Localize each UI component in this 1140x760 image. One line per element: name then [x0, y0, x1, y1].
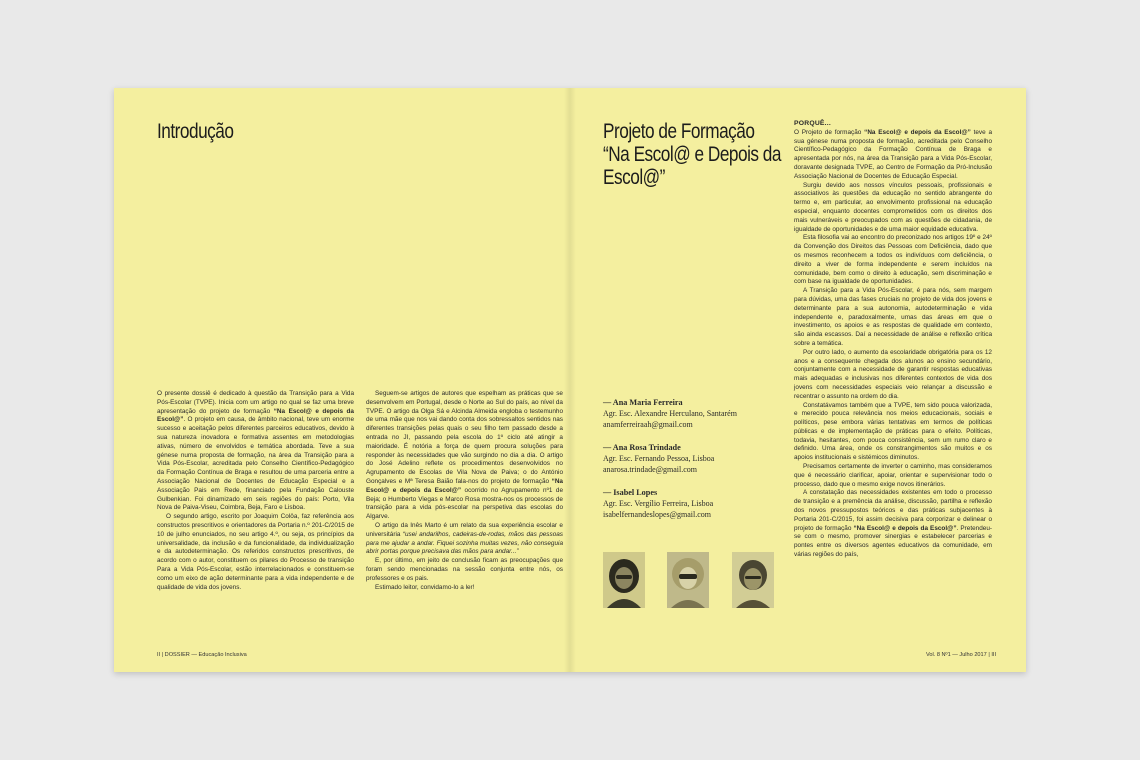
left-column-2 [366, 390, 563, 592]
paragraph: O Projeto de formação “Na Escol@ e depois da Escol@” teve a sua génese numa proposta de formação, acreditada pelo Conselho Científico-Pedagógico da Formação Contínua de Braga e apresentada por nós, na área da Transição para a Vida Pós-Escolar, doravante designada TVPE, ao Centro de Formação da Pró-Inclusão Associação Nacional de Docentes de Educação Especial. [794, 128, 993, 180]
left-page [114, 88, 570, 672]
author-name: — Isabel Lopes [603, 488, 658, 497]
right-column-body [794, 129, 992, 560]
author-school: Agr. Esc. Alexandre Herculano, Santarém [603, 409, 737, 418]
left-column-1 [157, 390, 354, 592]
paragraph: Constatávamos também que a TVPE, tem sido pouca valorizada, e merecido pouca relevância nos meios educacionais, sociais e políticos, pese embora várias tentativas em termos de políticas públicas e de implementação de práticas para o efeito. Políticas, todavia, hesitantes, com pouca consistência, sem um rumo claro e definido. Uma área, onde os constrangimentos são muitos e os apoios institucionais e sistémicos diminutos. [794, 401, 992, 462]
page-title-projeto: Projeto de Formação “Na Escol@ e Depois da Escol@” [603, 120, 781, 189]
author-2 [603, 442, 783, 475]
author-school: Agr. Esc. Fernando Pessoa, Lisboa [603, 454, 715, 463]
right-page [570, 88, 1026, 672]
paragraph: Estimado leitor, convidamo-lo a ler! [375, 583, 475, 591]
author-name: — Ana Maria Ferreira [603, 398, 683, 407]
author-photo-2 [667, 552, 709, 608]
author-email: anarosa.trindade@gmail.com [603, 465, 697, 474]
author-photo-1 [603, 552, 645, 608]
author-3 [603, 487, 783, 520]
paragraph: Por outro lado, o aumento da escolaridade obrigatória para os 12 anos e a consequente chegada dos alunos ao ensino secundário, conjuntamente com a necessidade de garantir respostas educativas mais adequadas e inclusivas nos diferentes contextos de vida dos jovens com necessidades especiais veio relançar a discussão e recentrar o assunto na ordem do dia. [794, 348, 992, 400]
paragraph: Precisamos certamente de inverter o caminho, mas consideramos que é necessário clarificar, apoiar, orientar e supervisionar todo o processo, dado que o mesmo exige novos itinerários. [794, 463, 992, 488]
section-heading: PORQUÊ... [794, 120, 831, 127]
author-email: isabelfernandeslopes@gmail.com [603, 510, 711, 519]
paragraph: O artigo da Inês Marto é um relato da sua experiência escolar e universitária “usei andarilhos, cadeiras-de-rodas, mãos das pessoas para me ajudar a andar. Fiquei sozinha muitas vezes, não conseguia abrir portas porque precisava das mãos para andar...” [366, 521, 563, 556]
paragraph: O presente dossiê é dedicado à questão da Transição para a Vida Pós-Escolar (TVPE). Inicia com um artigo no qual se faz uma breve apresentação do projeto de formação “Na Escol@ e depois da Escol@”. O projeto em causa, de âmbito nacional, teve um enorme sucesso e aceitação pelos diferentes parceiros educativos, devido à sua natureza inovadora e formativa assentes em metodologias ativas, número de envolvidos e temática abordada. Teve a sua génese numa proposta de formação, na área da Transição para a Vida Pós-Escolar, acreditada pelo Conselho Científico-Pedagógico da Formação Contínua de Braga e resultou de uma parceria entre a Associação Nacional de Docentes de Educação Especial e a Associação Pais em Rede, financiado pela Fundação Calouste Gulbenkian. Foi dinamizado em seis regiões do país: Porto, Vila Nova de Paiva-Viseu, Coimbra, Beja, Faro e Lisboa. [157, 390, 354, 512]
author-photos [603, 552, 788, 608]
paragraph: O segundo artigo, escrito por Joaquim Colôa, faz referência aos constructos prescritivos e orientadores da Portaria n.º 201-C/2015 de 10 de julho enunciados, no seu artigo 4.º, ou seja, os princípios da universalidade, da inclusão e da funcionalidade, da individualização e da autodeterminação. Os referidos constructos prescritivos, de acordo com o autor, constituem os pilares do Processo de transição Para a Vida Pós-Escolar, estão interrelacionados e constituem-se como um eixo de ação determinante para a vida independente e de qualidade de vida dos jovens. [157, 513, 354, 591]
author-photo-3 [732, 552, 774, 608]
paragraph: A constatação das necessidades existentes em todo o processo de transição e a premência da análise, discussão, partilha e reflexão dos novos pressupostos teóricos e das práticas subjacentes à Portaria 201-C/2015, foi assim decisiva para corporizar e delinear o projeto de formação “Na Escol@ e depois da Escol@”. Pretendeu-se com o mesmo, promover sinergias e estabelecer parcerias e pontes entre os diversos agentes educativos da comunidade, em várias regiões do país, [794, 489, 993, 559]
author-list [603, 397, 783, 532]
left-footer: II | DOSSIER — Educação Inclusiva [157, 652, 247, 658]
page-title-introducao: Introdução [157, 120, 234, 143]
author-name: — Ana Rosa Trindade [603, 443, 681, 452]
paragraph: Esta filosofia vai ao encontro do preconizado nos artigos 19º e 24º da Convenção dos Direitos das Pessoas com Deficiência, dado que os mesmos reconhecem a todos os indivíduos com deficiência, o direito a viver de forma independente e serem incluídos na comunidade, bem como o direito à educação, sem discriminação e com base na igualdade de oportunidades. [794, 234, 992, 286]
paragraph: Seguem-se artigos de autores que espelham as práticas que se desenvolvem em Portugal, desde o Norte ao Sul do país, ao nível da TVPE. O artigo da Olga Sá e Alcinda Almeida engloba o testemunho de uma mãe que nos vai dando conta dos sobressaltos sentidos nas diferentes transições pelas quais o seu filho tem passado desde a entrada no JI, passando pela escola do 1º ciclo até atingir a maioridade. É notória a força de quem procura soluções para responder às necessidades que vão surgindo no dia a dia. O artigo do José Adelino reflete os procedimentos desenvolvidos no Agrupamento de Escolas de Vila Nova de Paiva; o do António Gonçalves e Mª Teresa Baião fala-nos do projeto de formação “Na Escol@ e depois da Escol@” ocorrido no Agrupamento nº1 de Beja; o Humberto Viegas e Marco Rosa mostra-nos os processos de transição para a vida pós-escolar na perspetiva das escolas do Algarve. [366, 390, 564, 521]
paragraph: A Transição para a Vida Pós-Escolar, é para nós, sem margem para dúvidas, uma das fases cruciais no projeto de vida dos jovens e determinante para a sua autonomia, autodeterminação e vida independente e, paradoxalmente, umas das áreas em que o investimento, os apoios e as respostas de qualidade em contexto, são ainda escassos. Daí a necessidade de análise e reflexão crítica sobre a temática. [794, 287, 992, 347]
author-school: Agr. Esc. Vergílio Ferreira, Lisboa [603, 499, 714, 508]
paragraph: Surgiu devido aos nossos vínculos pessoais, profissionais e associativos às questões da educação no sentido abrangente do termo e, em particular, ao envolvimento profissional na educação especial, enquanto docentes comprometidos com os direitos dos mais vulneráveis e preocupados com as questões de cidadania, de igualdade de oportunidades e de uma maior equidade educativa. [794, 181, 992, 233]
right-column [794, 120, 992, 560]
paragraph: E, por último, em jeito de conclusão ficam as preocupações que foram sendo mencionadas na sessão conjunta entre nós, os professores e os pais. [366, 557, 563, 582]
right-footer: Vol. 8 Nº1 — Julho 2017 | III [925, 652, 996, 658]
magazine-spread [114, 88, 1026, 672]
author-email: anamferreiraah@gmail.com [603, 420, 693, 429]
author-1 [603, 397, 783, 430]
